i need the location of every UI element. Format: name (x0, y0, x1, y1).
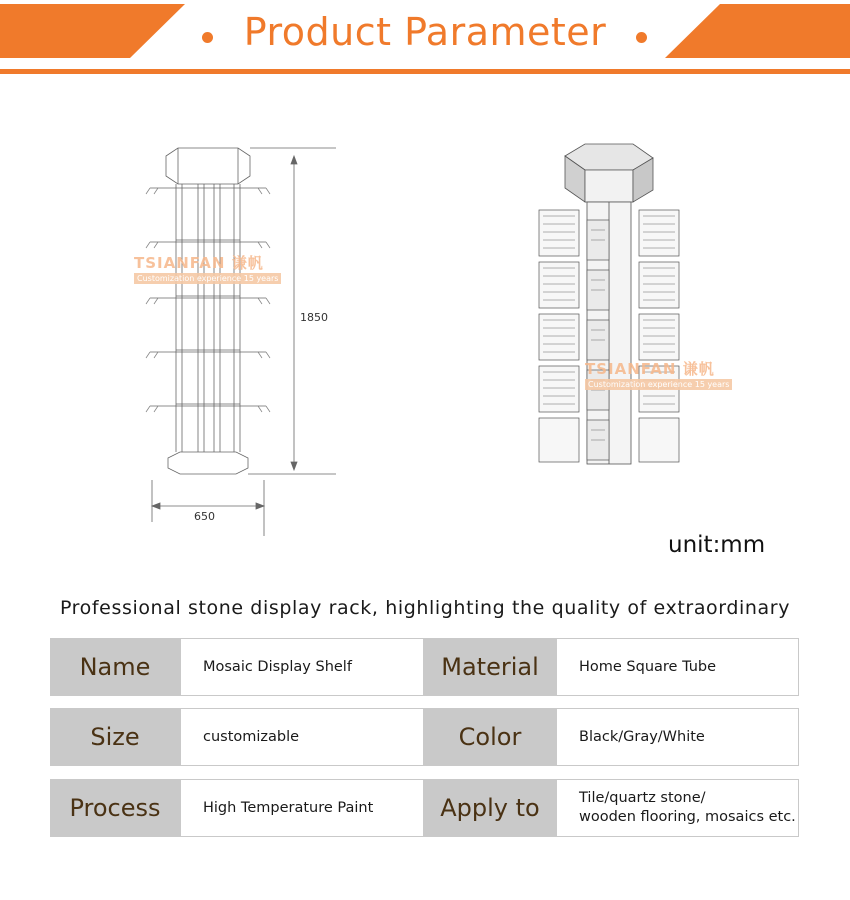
spec-label: Size (50, 708, 180, 766)
spec-label: Process (50, 779, 180, 837)
spec-row (50, 779, 799, 837)
watermark-brand: TSIANFAN 谦帆 (134, 254, 264, 272)
spec-value: Tile/quartz stone/ wooden flooring, mosaics etc. (556, 779, 799, 837)
watermark-subtitle: Customization experience 15 years (585, 379, 732, 390)
watermark-logo (134, 252, 281, 284)
rack-3d-illustration (525, 140, 725, 480)
spec-label: Apply to (424, 779, 556, 837)
spec-value: Black/Gray/White (556, 708, 799, 766)
watermark-subtitle: Customization experience 15 years (134, 273, 281, 284)
spec-label: Name (50, 638, 180, 696)
technical-drawing (120, 140, 350, 540)
header-banner (0, 0, 850, 80)
spec-label: Color (424, 708, 556, 766)
unit-label: unit:mm (668, 532, 766, 558)
spec-value: High Temperature Paint (180, 779, 424, 837)
rack-elevation-drawing (120, 140, 350, 540)
spec-label: Material (424, 638, 556, 696)
watermark-brand: TSIANFAN 谦帆 (585, 360, 715, 378)
spec-row (50, 708, 799, 766)
spec-value: customizable (180, 708, 424, 766)
height-dimension-label: 1850 (300, 311, 328, 324)
spec-value: Mosaic Display Shelf (180, 638, 424, 696)
tagline: Professional stone display rack, highlighting the quality of extraordinary (59, 597, 791, 619)
product-render-image (525, 140, 730, 480)
spec-row (50, 638, 799, 696)
spec-value: Home Square Tube (556, 638, 799, 696)
watermark-logo-render (585, 358, 732, 390)
width-dimension-label: 650 (194, 510, 215, 523)
page-title: Product Parameter (243, 10, 607, 54)
